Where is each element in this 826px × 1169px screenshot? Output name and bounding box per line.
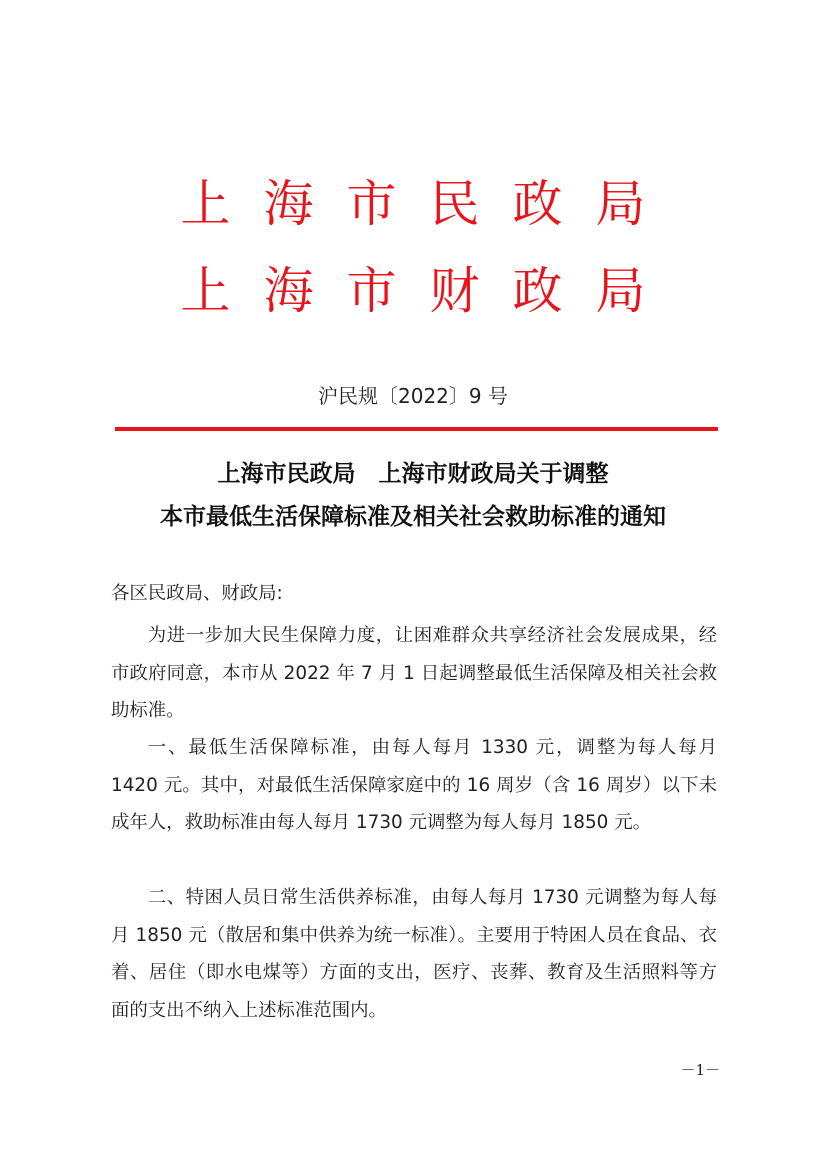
issuer-line-finance: 上海市财政局 [180,262,679,320]
page-number: －1－ [680,1061,720,1079]
body-paragraph-item-2: 二、特困人员日常生活供养标准，由每人每月 1730 元调整为每人每月 1850 元（散居和集中供养为统一标准）。主要用于特困人员在食品、衣着、居住（即水电煤等）方面的支出，医疗、丧葬、教育及生活照料等方面的支出不纳入上述标准范围内。 [111,887,717,1021]
body-paragraph-item-1: 一、最低生活保障标准，由每人每月 1330 元，调整为每人每月 1420 元。其中，对最低生活保障家庭中的 16 周岁（含 16 周岁）以下未成年人，救助标准由每人每月 1730 元调整为每人每月 1850 元。 [111,737,717,833]
red-header-rule [115,427,718,431]
document-number: 沪民规〔2022〕9 号 [318,384,508,408]
issuer-line-civil-affairs: 上海市民政局 [180,175,679,233]
salutation: 各区民政局、财政局: [111,583,283,604]
document-title-line-2: 本市最低生活保障标准及相关社会救助标准的通知 [160,504,666,530]
document-title-line-1: 上海市民政局 上海市财政局关于调整 [217,461,609,487]
body-paragraph-intro: 为进一步加大民生保障力度，让困难群众共享经济社会发展成果，经市政府同意，本市从 2022 年 7 月 1 日起调整最低生活保障及相关社会救助标准。 [111,625,717,721]
